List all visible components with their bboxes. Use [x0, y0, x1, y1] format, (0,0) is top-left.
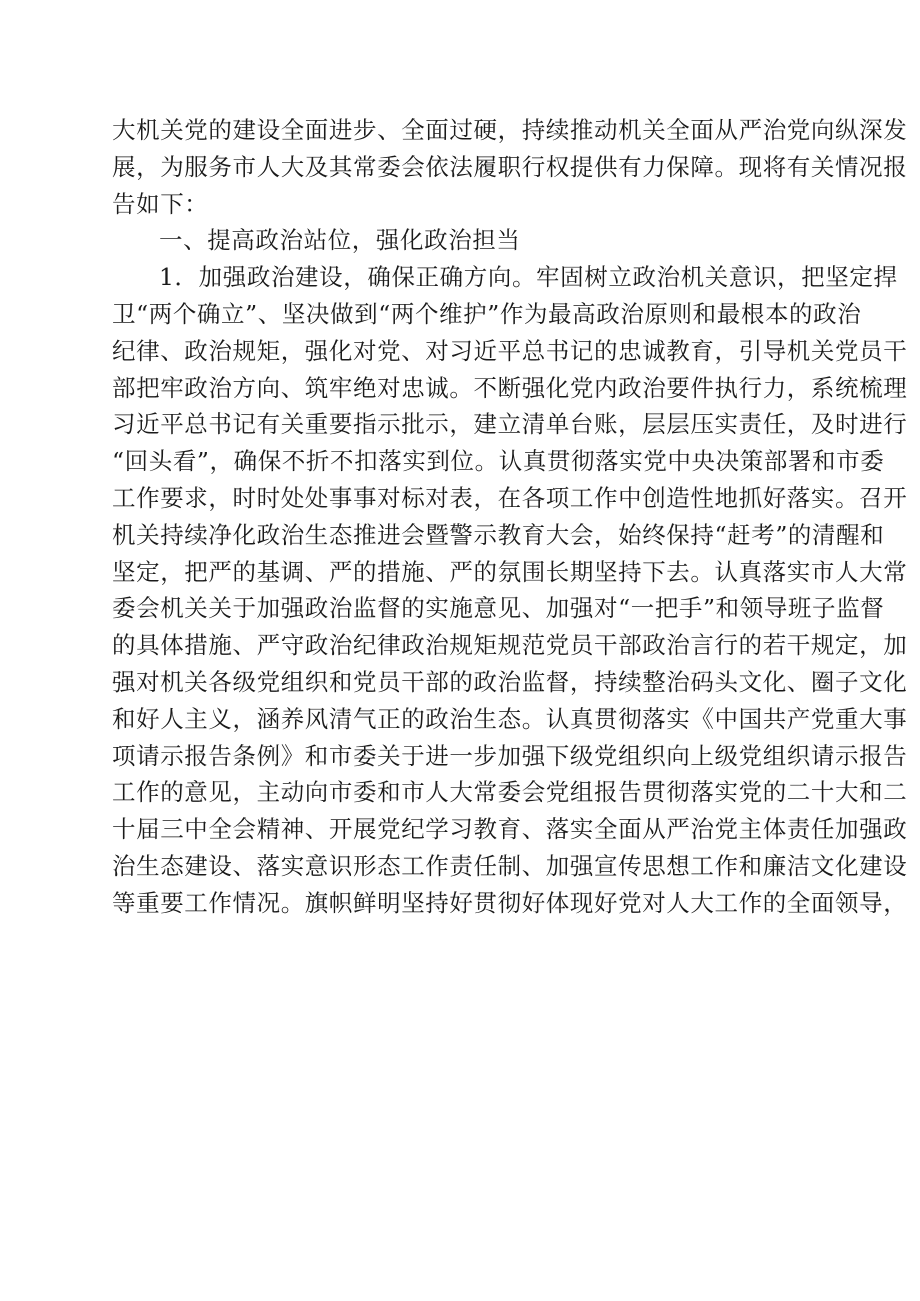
subsection-heading-line: 1．加强政治建设，确保正确方向。牢固树立政治机关意识，把坚定捍: [159, 263, 898, 292]
text-line: “回头看”，确保不折不扣落实到位。认真贯彻落实党中央决策部署和市委: [112, 447, 885, 476]
text-line: 工作要求，时时处处事事对标对表，在各项工作中创造性地抓好落实。召开: [112, 483, 908, 512]
document-body: [112, 112, 908, 922]
text-line: 工作的意见，主动向市委和市人大常委会党组报告贯彻落实党的二十大和二: [112, 778, 908, 807]
section-heading: 一、提高政治站位，强化政治担当: [159, 226, 521, 255]
text-line: 坚定，把严的基调、严的措施、严的氛围长期坚持下去。认真落实市人大常: [112, 557, 908, 586]
text-line: 展，为服务市人大及其常委会依法履职行权提供有力保障。现将有关情况报: [112, 152, 908, 181]
text-line: 纪律、政治规矩，强化对党、对习近平总书记的忠诚教育，引导机关党员干: [112, 336, 908, 365]
text-line: 委会机关关于加强政治监督的实施意见、加强对“一把手”和领导班子监督: [112, 594, 885, 623]
text-line: 大机关党的建设全面进步、全面过硬，持续推动机关全面从严治党向纵深发: [112, 116, 908, 144]
text-line: 告如下：: [112, 189, 209, 218]
text-line: 强对机关各级党组织和党员干部的政治监督，持续整治码头文化、圈子文化: [112, 667, 908, 696]
text-line: 等重要工作情况。旗帜鲜明坚持好贯彻好体现好党对人大工作的全面领导，: [112, 888, 908, 917]
text-line: 部把牢政治方向、筑牢绝对忠诚。不断强化党内政治要件执行力，系统梳理: [112, 373, 908, 402]
text-line: 机关持续净化政治生态推进会暨警示教育大会，始终保持“赶考”的清醒和: [112, 520, 885, 549]
text-line: 卫“两个确立”、坚决做到“两个维护”作为最高政治原则和最根本的政治: [112, 299, 862, 328]
text-line: 的具体措施、严守政治纪律政治规矩规范党员干部政治言行的若干规定，加: [112, 631, 908, 660]
text-line: 项请示报告条例》和市委关于进一步加强下级党组织向上级党组织请示报告: [112, 741, 908, 770]
text-line: 十届三中全会精神、开展党纪学习教育、落实全面从严治党主体责任加强政: [112, 815, 908, 844]
text-line: 治生态建设、落实意识形态工作责任制、加强宣传思想工作和廉洁文化建设: [112, 851, 908, 880]
text-line: 习近平总书记有关重要指示批示，建立清单台账，层层压实责任，及时进行: [112, 410, 908, 439]
text-line: 和好人主义，涵养风清气正的政治生态。认真贯彻落实《中国共产党重大事: [112, 704, 908, 733]
